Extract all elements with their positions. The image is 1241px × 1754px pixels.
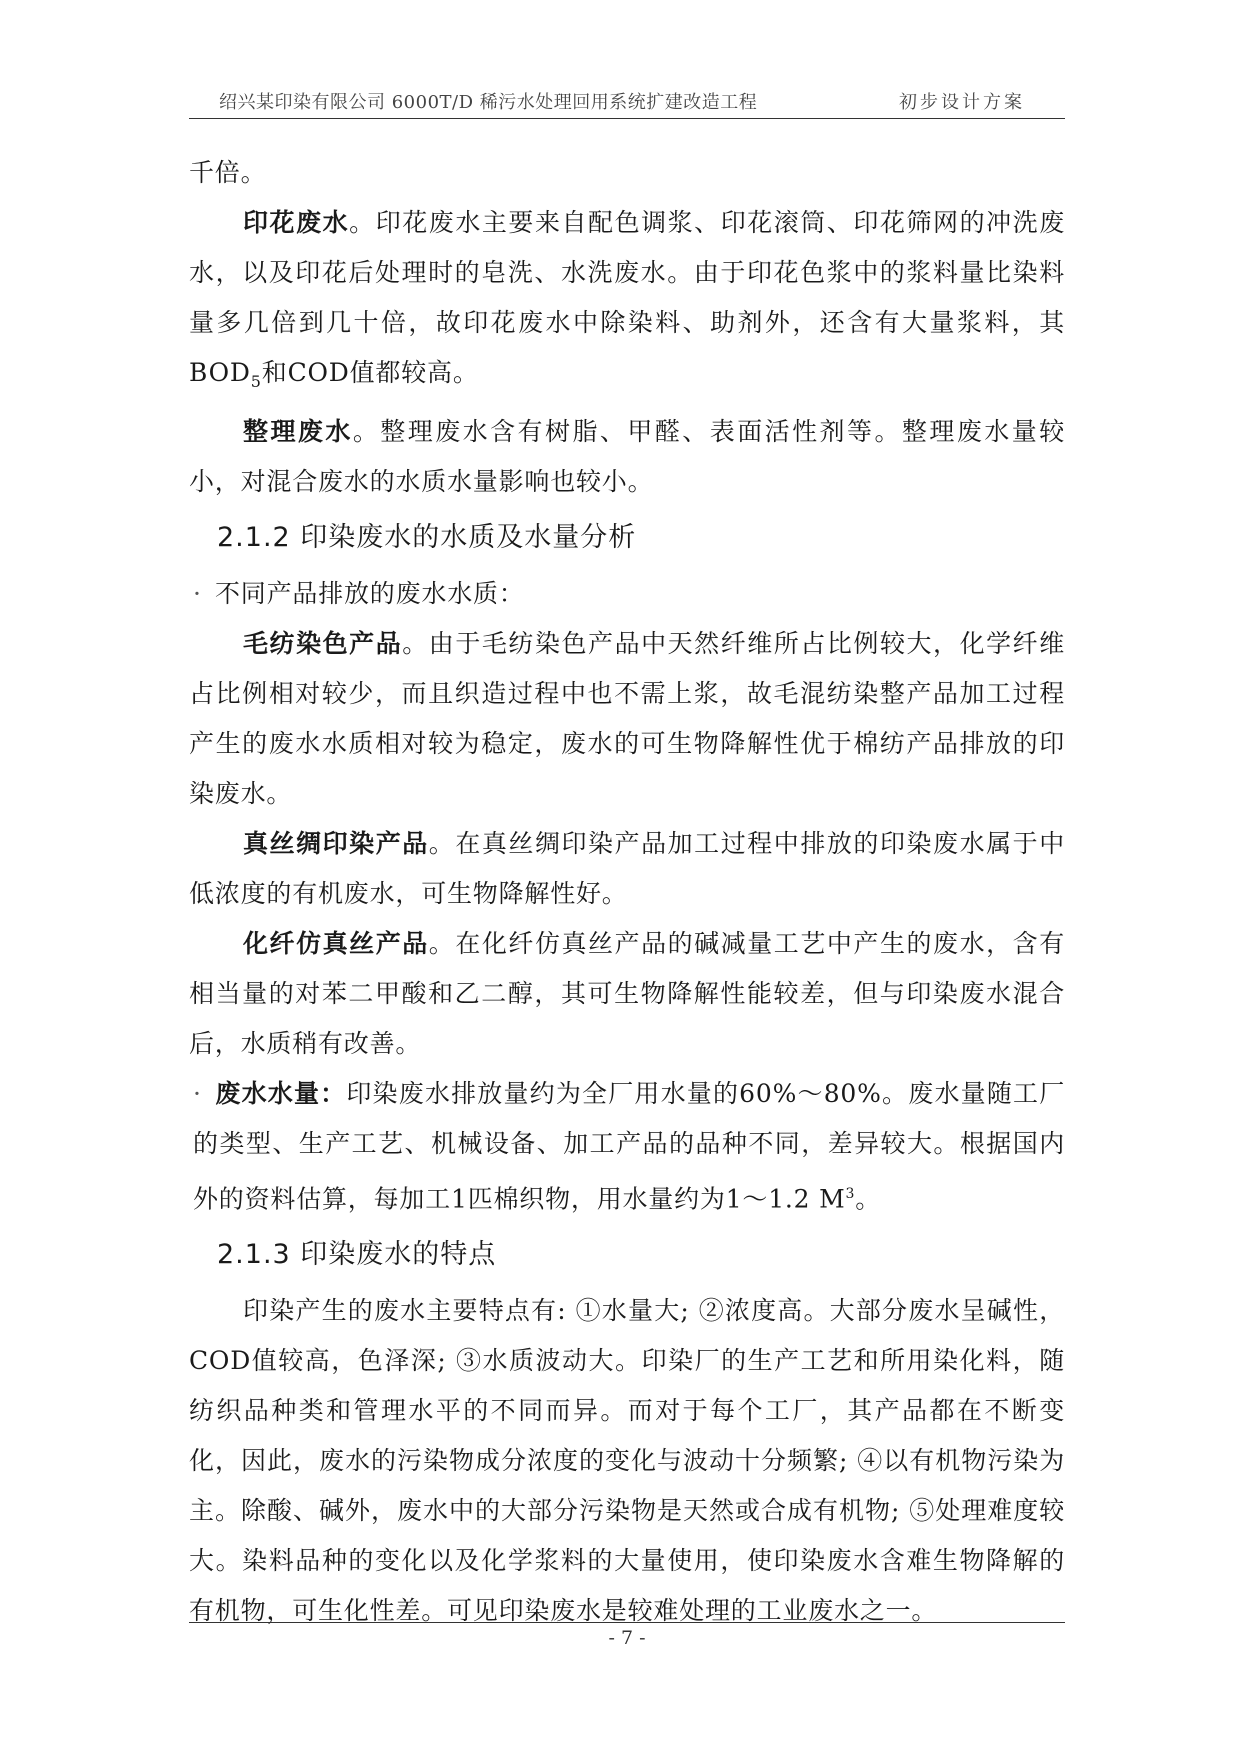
paragraph-silk-printing: 真丝绸印染产品。在真丝绸印染产品加工过程中排放的印染废水属于中低浓度的有机废水，可生物降解性好。	[189, 829, 1065, 908]
bullet-water-quantity: · 废水水量：印染废水排放量约为全厂用水量的60%～80%。废水量随工厂的类型、生产工艺、机械设备、加工产品的品种不同，差异较大。根据国内外的资料估算，每加工1匹棉织物，用水量约为1～1.2 $M^3$。	[189, 1069, 1065, 1224]
bullet-dot-icon: ·	[193, 1079, 202, 1108]
page-footer	[189, 1622, 1065, 1649]
section-heading-2-1-2: 2.1.2 印染废水的水质及水量分析	[217, 522, 637, 553]
term-printing-wastewater: 印花废水	[243, 208, 350, 237]
paragraph-imitation-silk: 化纤仿真丝产品。在化纤仿真丝产品的碱减量工艺中产生的废水，含有相当量的对苯二甲酸和乙二醇，其可生物降解性能较差，但与印染废水混合后，水质稍有改善。	[189, 929, 1065, 1058]
header-title: 绍兴某印染有限公司 6000T/D 稀污水处理回用系统扩建改造工程	[219, 92, 758, 113]
term-wool-dyeing: 毛纺染色产品	[243, 629, 403, 658]
term-imitation-silk: 化纤仿真丝产品	[243, 929, 429, 958]
term-finishing-wastewater: 整理废水	[243, 417, 353, 446]
paragraph-wastewater-characteristics: 印染产生的废水主要特点有: ①水量大; ②浓度高。大部分废水呈碱性，COD值较高，色泽深; ③水质波动大。印染厂的生产工艺和所用染化料，随纺织品种类和管理水平的不同而异。而对于每个工厂，其产品都在不断变化，因此，废水的污染物成分浓度的变化与波动十分频繁; ④以有机物污染为主。除酸、碱外，废水中的大部分污染物是天然或合成有机物; ⑤处理难度较大。染料品种的变化以及化学浆料的大量使用，使印染废水含难生物降解的有机物，可生化性差。可见印染废水是较难处理的工业废水之一。	[189, 1296, 1065, 1626]
bullet-dot-icon: ·	[193, 579, 202, 608]
section-heading-2-1-3: 2.1.3 印染废水的特点	[217, 1239, 497, 1271]
term-water-quantity: 废水水量：	[215, 1079, 347, 1108]
paragraph-finishing-wastewater: 整理废水。整理废水含有树脂、甲醛、表面活性剂等。整理废水量较小，对混合废水的水质水量影响也较小。	[189, 417, 1065, 496]
page-number: - 7 -	[608, 1627, 646, 1649]
term-silk-printing: 真丝绸印染产品	[243, 829, 429, 858]
header-doc-type: 初步设计方案	[899, 92, 1025, 113]
page-header	[189, 82, 1065, 119]
paragraph-wool-dyeing: 毛纺染色产品。由于毛纺染色产品中天然纤维所占比例较大，化学纤维占比例相对较少，而且织造过程中也不需上浆，故毛混纺染整产品加工过程产生的废水水质相对较为稳定，废水的可生物降解性优于棉纺产品排放的印染废水。	[189, 629, 1065, 808]
bullet-water-quality: · 不同产品排放的废水水质：	[189, 569, 1065, 619]
page-body	[189, 148, 1065, 1636]
paragraph-printing-wastewater: 印花废水。印花废水主要来自配色调浆、印花滚筒、印花筛网的冲洗废水，以及印花后处理时的皂洗、水洗废水。由于印花色浆中的浆料量比染料量多几倍到几十倍，故印花废水中除染料、助剂外，还含有大量浆料，其$BOD_5$和COD值都较高。	[189, 208, 1066, 391]
paragraph-continuation: 千倍。	[189, 158, 267, 187]
